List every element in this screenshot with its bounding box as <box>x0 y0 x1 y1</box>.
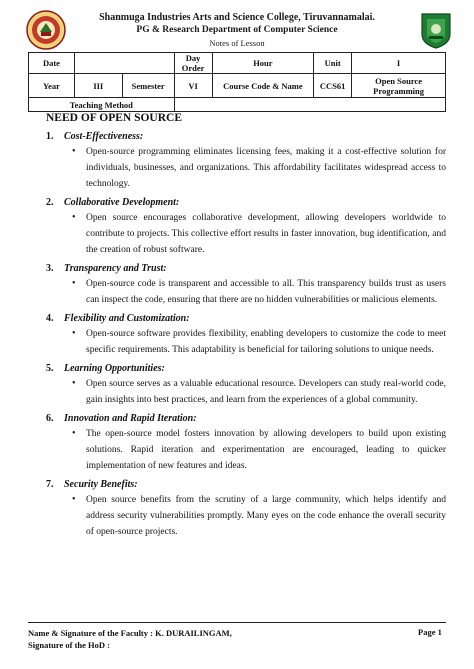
content-title: NEED OF OPEN SOURCE <box>46 112 182 124</box>
unit-label: Unit <box>314 53 352 74</box>
document-header <box>0 10 474 54</box>
section-text: Open-source code is transparent and accessible to all. This transparency builds trust as users can inspect the code, ensuring that there are no hidden vulnerabilities or malicious elements. <box>86 279 446 305</box>
course-code: CCS61 <box>314 74 352 98</box>
course-name: Open Source Programming <box>352 74 446 98</box>
hour-label: Hour <box>212 53 314 74</box>
bullet-icon: • <box>72 428 76 439</box>
lesson-info-table <box>28 52 446 112</box>
date-label: Date <box>29 53 75 74</box>
bullet-item <box>72 426 446 474</box>
section-text: Open source encourages collaborative development, allowing developers worldwide to contribute to projects. This collective effort results in faster innovation, bug identification, and the creation of robust software. <box>86 213 446 255</box>
content-section <box>46 410 446 474</box>
content-section <box>46 476 446 540</box>
section-number: 2. <box>46 196 54 208</box>
section-heading-text: Learning Opportunities: <box>64 362 165 374</box>
section-number: 3. <box>46 262 54 274</box>
content-section <box>46 360 446 408</box>
section-heading <box>46 128 446 144</box>
lesson-content <box>46 112 446 542</box>
section-heading-text: Collaborative Development: <box>64 196 180 208</box>
bullet-icon: • <box>72 146 76 157</box>
section-number: 4. <box>46 312 54 324</box>
year-label: Year <box>29 74 75 98</box>
section-list <box>46 128 446 540</box>
bullet-icon: • <box>72 378 76 389</box>
bullet-item <box>72 492 446 540</box>
course-label: Course Code & Name <box>212 74 314 98</box>
date-value <box>74 53 174 74</box>
semester-value: VI <box>174 74 212 98</box>
section-text: The open-source model fosters innovation by allowing developers to build upon existing solutions. Rapid iteration and experimentation are encouraged, leading to quicker implementation of new features and ideas. <box>86 429 446 471</box>
department-name: PG & Research Department of Computer Science <box>136 25 338 35</box>
faculty-signature: Name & Signature of the Faculty : K. DURAILINGAM, <box>28 628 232 638</box>
bullet-item <box>72 376 446 408</box>
day-order-label: Day Order <box>174 53 212 74</box>
bullet-icon: • <box>72 328 76 339</box>
section-heading <box>46 310 446 326</box>
section-number: 1. <box>46 130 54 142</box>
content-section <box>46 260 446 308</box>
content-section <box>46 128 446 192</box>
footer-signatures <box>28 627 232 651</box>
bullet-item <box>72 326 446 358</box>
college-logo <box>26 10 66 50</box>
section-heading-text: Flexibility and Customization: <box>64 312 190 324</box>
bullet-item <box>72 210 446 258</box>
section-heading <box>46 410 446 426</box>
bullet-icon: • <box>72 278 76 289</box>
content-section <box>46 194 446 258</box>
department-emblem <box>416 10 456 50</box>
section-text: Open-source programming eliminates licensing fees, making it a cost-effective solution for individuals, businesses, and organizations. This affordability facilitates widespread access to technology. <box>86 147 446 189</box>
bullet-item <box>72 276 446 308</box>
bullet-item <box>72 144 446 192</box>
section-number: 5. <box>46 362 54 374</box>
section-heading-text: Transparency and Trust: <box>64 262 167 274</box>
section-heading <box>46 194 446 210</box>
unit-value: I <box>352 53 446 74</box>
bullet-icon: • <box>72 494 76 505</box>
footer-divider <box>28 622 446 623</box>
semester-label: Semester <box>122 74 174 98</box>
bullet-icon: • <box>72 212 76 223</box>
section-heading <box>46 360 446 376</box>
content-section <box>46 310 446 358</box>
section-heading-text: Cost-Effectiveness: <box>64 130 144 142</box>
section-text: Open-source software provides flexibility, enabling developers to customize the code to meet specific requirements. This adaptability is beneficial for tailoring solutions to unique needs. <box>86 329 446 355</box>
college-name: Shanmuga Industries Arts and Science College, Tiruvannamalai. <box>99 12 375 23</box>
section-number: 7. <box>46 478 54 490</box>
section-text: Open source benefits from the scrutiny of a large community, which helps identify and address security vulnerabilities promptly. Many eyes on the code enhance the overall security of open-source projects. <box>86 495 446 537</box>
section-heading <box>46 476 446 492</box>
section-text: Open source serves as a valuable educational resource. Developers can study real-world code, gain insights into best practices, and learn from the experiences of a global community. <box>86 379 446 405</box>
section-heading-text: Innovation and Rapid Iteration: <box>64 412 197 424</box>
hod-signature: Signature of the HoD : <box>28 640 111 650</box>
section-heading <box>46 260 446 276</box>
year-value: III <box>74 74 122 98</box>
section-heading-text: Security Benefits: <box>64 478 138 490</box>
section-number: 6. <box>46 412 54 424</box>
page-number: Page 1 <box>418 627 442 637</box>
notes-title: Notes of Lesson <box>209 38 265 48</box>
teaching-method-label: Teaching Method <box>29 98 175 112</box>
teaching-method-value <box>174 98 445 112</box>
